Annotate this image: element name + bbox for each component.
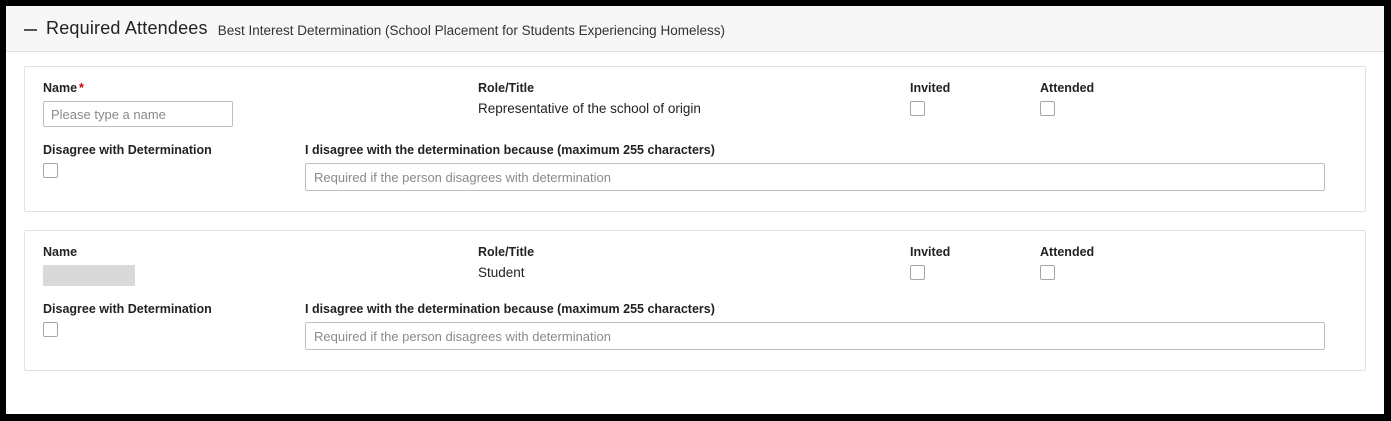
- invited-label: Invited: [910, 245, 951, 259]
- reason-label: I disagree with the determination because (maximum 255 characters): [305, 143, 715, 157]
- attended-column: [1040, 81, 1200, 116]
- attended-column: [1040, 245, 1200, 280]
- disagree-label: Disagree with Determination: [43, 302, 212, 316]
- window-frame-right: [1384, 0, 1391, 421]
- reason-column: [305, 143, 1347, 191]
- name-column: [43, 81, 478, 127]
- reason-column: [305, 302, 1347, 350]
- invited-checkbox[interactable]: [910, 101, 925, 116]
- page-title: Required Attendees: [46, 18, 208, 38]
- section-header[interactable]: [6, 6, 1384, 52]
- disagree-checkbox[interactable]: [43, 322, 58, 337]
- disagree-checkbox[interactable]: [43, 163, 58, 178]
- name-column: [43, 245, 478, 286]
- role-title-label: Role/Title: [478, 245, 535, 259]
- disagree-column: [43, 302, 305, 337]
- role-title-value: Representative of the school of origin: [478, 101, 701, 116]
- name-label: Name: [43, 245, 78, 259]
- attendees-list: [6, 52, 1384, 371]
- required-attendees-panel: [6, 6, 1384, 414]
- invited-label: Invited: [910, 81, 951, 95]
- name-label: [43, 81, 478, 95]
- attendee-card: [24, 230, 1366, 371]
- attendee-top-row: [43, 245, 1347, 286]
- reason-label: I disagree with the determination because (maximum 255 characters): [305, 302, 715, 316]
- attended-label: Attended: [1040, 245, 1095, 259]
- disagree-label: Disagree with Determination: [43, 143, 212, 157]
- disagree-column: [43, 143, 305, 178]
- required-marker: *: [79, 81, 84, 95]
- reason-input[interactable]: [305, 163, 1325, 191]
- role-title-label: Role/Title: [478, 81, 535, 95]
- attendee-card: [24, 66, 1366, 212]
- section-subtitle: Best Interest Determination (School Placement for Students Experiencing Homeless): [217, 23, 725, 38]
- minus-icon[interactable]: [24, 22, 38, 36]
- invited-column: [910, 245, 1040, 280]
- role-column: [478, 245, 910, 280]
- attended-label: Attended: [1040, 81, 1095, 95]
- window-frame-bottom: [0, 414, 1391, 421]
- attendee-bottom-row: [43, 302, 1347, 350]
- redacted-name-value: [43, 265, 135, 286]
- invited-column: [910, 81, 1040, 116]
- name-label-text: Name: [43, 81, 78, 95]
- attendee-bottom-row: [43, 143, 1347, 191]
- role-title-value: Student: [478, 265, 525, 280]
- invited-checkbox[interactable]: [910, 265, 925, 280]
- attended-checkbox[interactable]: [1040, 265, 1055, 280]
- role-column: [478, 81, 910, 116]
- attendee-top-row: [43, 81, 1347, 127]
- attended-checkbox[interactable]: [1040, 101, 1055, 116]
- reason-input[interactable]: [305, 322, 1325, 350]
- name-input[interactable]: [43, 101, 233, 127]
